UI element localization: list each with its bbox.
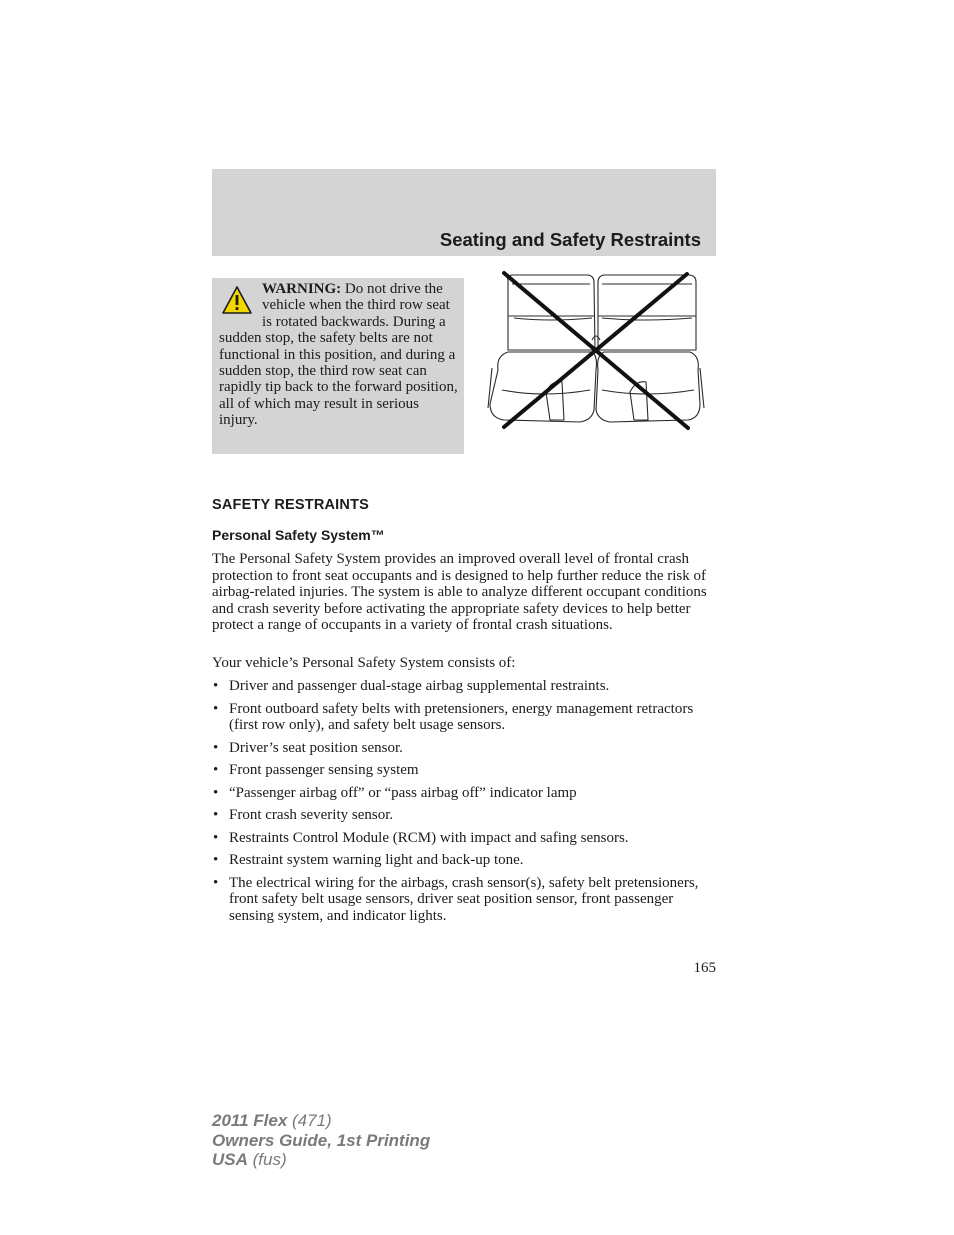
list-item: • Driver’s seat position sensor.	[212, 740, 716, 757]
list-item: • “Passenger airbag off” or “pass airbag off” indicator lamp	[212, 785, 716, 802]
warning-label: WARNING:	[262, 281, 342, 297]
list-item: • Restraint system warning light and back-up tone.	[212, 852, 716, 869]
footer-code: (471)	[287, 1111, 332, 1130]
footer-market-code: (fus)	[247, 1150, 287, 1169]
footer	[212, 1111, 430, 1170]
header-band	[212, 169, 716, 256]
footer-line-3	[212, 1150, 430, 1170]
consists-of-line: Your vehicle’s Personal Safety System consists of:	[212, 655, 516, 671]
page-title: Seating and Safety Restraints	[439, 229, 701, 250]
list-item: • Front crash severity sensor.	[212, 807, 716, 824]
crossed-out-third-row-seat-illustration	[484, 270, 706, 432]
list-item: • Front outboard safety belts with pretensioners, energy management retractors (first row only), and safety belt usage sensors.	[212, 701, 716, 734]
list-item: • Driver and passenger dual-stage airbag supplemental restraints.	[212, 678, 716, 695]
footer-model: 2011 Flex	[212, 1111, 288, 1130]
footer-market: USA	[212, 1150, 248, 1169]
page-number: 165	[693, 960, 716, 976]
footer-line-2: Owners Guide, 1st Printing	[212, 1130, 431, 1150]
component-list	[212, 678, 716, 930]
footer-line-1	[212, 1111, 430, 1131]
sub-heading: Personal Safety System™	[212, 527, 385, 543]
section-heading: SAFETY RESTRAINTS	[212, 497, 370, 513]
list-item: • The electrical wiring for the airbags, crash sensor(s), safety belt pretensioners, front safety belt usage sensors, driver seat position sensor, front passenger sensing system, and indicator lights.	[212, 875, 716, 925]
list-item: • Restraints Control Module (RCM) with impact and safing sensors.	[212, 830, 716, 847]
list-item: • Front passenger sensing system	[212, 762, 716, 779]
intro-paragraph: The Personal Safety System provides an improved overall level of frontal crash protection to front seat occupants and is designed to help further reduce the risk of airbag-related injuries. The system is able to analyze different occupant conditions and crash severity before activating the appropriate safety devices to help better protect a range of occupants in a variety of frontal crash situations.	[212, 551, 707, 633]
warning-text: Do not drive the vehicle when the third row seat is rotated backwards. During a sudden stop, the safety belts are not functional in this position, and during a sudden stop, the third row seat can rapidly tip back to the forward position, all of which may result in serious injury.	[219, 281, 458, 429]
warning-triangle-icon	[221, 285, 253, 315]
warning-box	[212, 278, 464, 454]
